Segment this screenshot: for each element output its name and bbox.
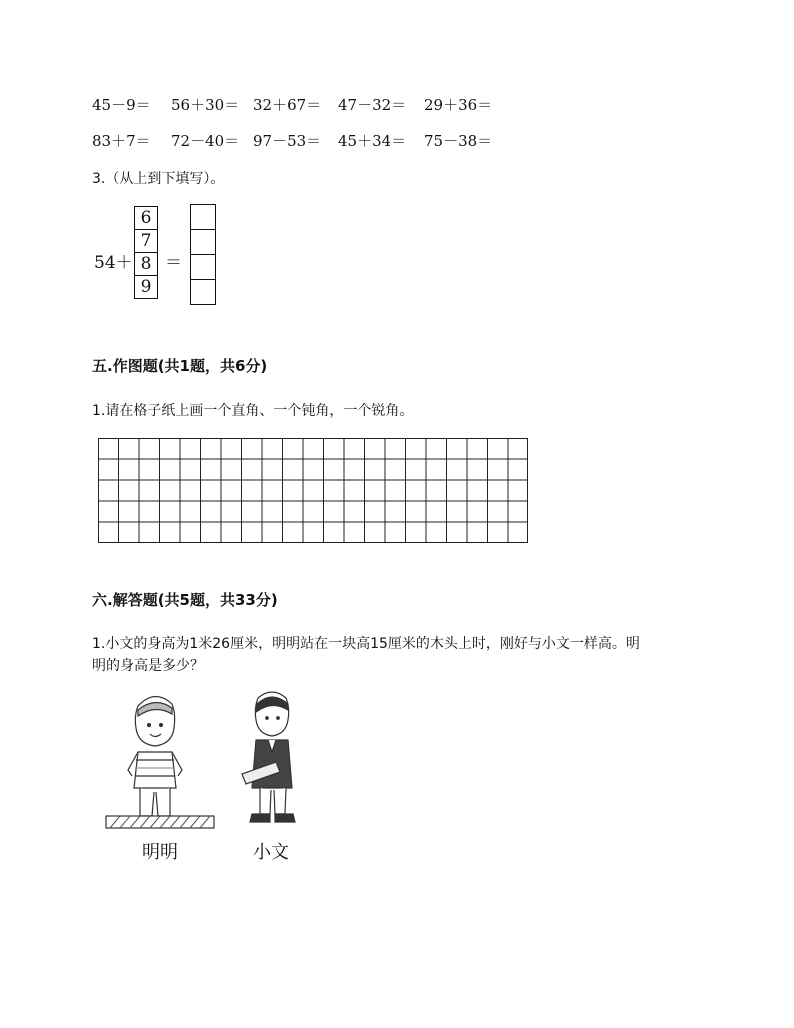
equation-2-2: 72－40＝ — [171, 132, 240, 150]
equation-1-3: 32＋67＝ — [253, 96, 322, 114]
equation-2-3: 97－53＝ — [253, 132, 322, 150]
equation-1-5: 29＋36＝ — [424, 96, 493, 114]
digit-column — [134, 207, 158, 299]
answer-box[interactable] — [190, 254, 216, 280]
section5-title: 五.作图题(共1题，共6分) — [92, 357, 268, 375]
section6-q1-line1: 1.小文的身高为1米26厘米，明明站在一块高15厘米的木头上时，刚好与小文一样高。明 — [92, 636, 640, 652]
digit-box: 9 — [134, 275, 158, 299]
section6-title: 六.解答题(共5题，共33分) — [92, 591, 278, 609]
answer-box[interactable] — [190, 279, 216, 305]
mingming-figure — [128, 696, 182, 816]
grid-svg — [98, 438, 528, 543]
digit-box: 8 — [134, 252, 158, 276]
q3-equals: ＝ — [165, 253, 182, 273]
equation-2-1: 83＋7＝ — [92, 132, 151, 150]
q3-instruction: 3.（从上到下填写）。 — [92, 171, 225, 187]
equation-1-4: 47－32＝ — [338, 96, 407, 114]
answer-box[interactable] — [190, 204, 216, 230]
digit-box: 6 — [134, 206, 158, 230]
grid-paper[interactable] — [98, 438, 528, 543]
equation-2-5: 75－38＝ — [424, 132, 493, 150]
boys-illustration — [100, 688, 320, 838]
height-illustration — [100, 688, 320, 838]
equation-1-1: 45－9＝ — [92, 96, 151, 114]
section6-q1-line2: 明的身高是多少？ — [92, 658, 204, 674]
equation-2-4: 45＋34＝ — [338, 132, 407, 150]
label-xiaowen: 小文 — [253, 842, 289, 863]
wooden-block — [106, 816, 214, 828]
label-mingming: 明明 — [142, 842, 178, 863]
digit-box: 7 — [134, 229, 158, 253]
q3-base: 54＋ — [94, 253, 133, 273]
section5-q1: 1.请在格子纸上画一个直角、一个钝角，一个锐角。 — [92, 403, 414, 419]
answer-column — [190, 205, 216, 305]
answer-box[interactable] — [190, 229, 216, 255]
equation-1-2: 56＋30＝ — [171, 96, 240, 114]
xiaowen-figure — [242, 692, 295, 822]
